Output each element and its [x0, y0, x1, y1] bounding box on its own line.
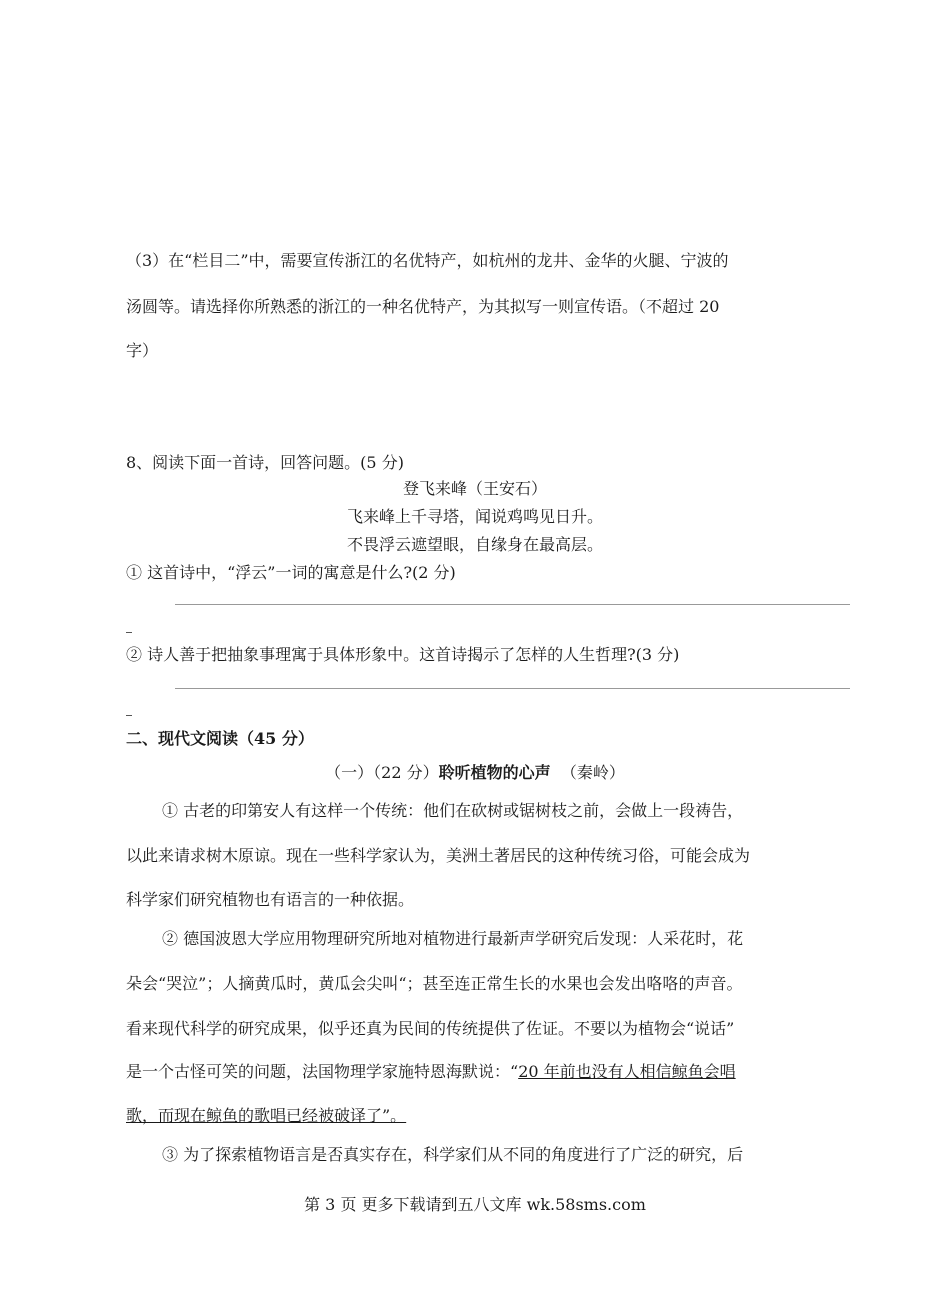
- page-footer: 第 3 页 更多下载请到五八文库 wk.58sms.com: [304, 1195, 646, 1214]
- article-prefix: （一）（22 分）: [325, 763, 439, 782]
- answer-line-1[interactable]: [175, 604, 850, 605]
- section-heading: 二、现代文阅读（45 分）: [126, 729, 314, 748]
- answer-line-2-end: [126, 715, 132, 716]
- q8-sub-question-1: ① 这首诗中，“浮云”一词的寓意是什么?(2 分): [126, 563, 456, 582]
- paragraph-1-line-2: 以此来请求树木原谅。现在一些科学家认为，美洲土著居民的这种传统习俗，可能会成为: [126, 846, 751, 865]
- article-author: （秦岭）: [560, 763, 625, 782]
- answer-line-1-end: [126, 632, 132, 633]
- paragraph-2-line-2: 朵会“哭泣”；人摘黄瓜时，黄瓜会尖叫“；甚至连正常生长的水果也会发出咯咯的声音。: [126, 974, 743, 993]
- paragraph-2-line-5: [126, 1103, 856, 1126]
- article-title: 聆听植物的心声: [438, 763, 551, 782]
- quote-underlined-part-1: 20 年前也没有人相信鲸鱼会唱: [518, 1062, 736, 1081]
- quote-underlined-part-2: 歌，而现在鲸鱼的歌唱已经被破译了”。: [126, 1106, 407, 1125]
- article-title-line: [0, 760, 950, 783]
- q7-part3-line2: 汤圆等。请选择你所熟悉的浙江的一种名优特产，为其拟写一则宣传语。（不超过 20: [126, 297, 720, 316]
- poem-line-2: 不畏浮云遮望眼，自缘身在最高层。: [346, 535, 603, 554]
- paragraph-1-line-3: 科学家们研究植物也有语言的一种依据。: [126, 890, 415, 909]
- paragraph-1-line-1: ① 古老的印第安人有这样一个传统：他们在砍树或锯树枝之前，会做上一段祷告，: [162, 801, 744, 820]
- answer-line-2[interactable]: [175, 688, 850, 689]
- paragraph-2-line-3: 看来现代科学的研究成果，似乎还真为民间的传统提供了佐证。不要以为植物会“说话”: [126, 1019, 735, 1038]
- q7-part3-line1: （3）在“栏目二”中，需要宣传浙江的名优特产，如杭州的龙井、金华的火腿、宁波的: [126, 251, 729, 270]
- poem-line-1: 飞来峰上千寻塔，闻说鸡鸣见日升。: [346, 507, 603, 526]
- q8-sub-question-2: ② 诗人善于把抽象事理寓于具体形象中。这首诗揭示了怎样的人生哲理?(3 分): [126, 645, 680, 664]
- poem-title: 登飞来峰（王安石）: [402, 479, 547, 498]
- paragraph-2-line-4: [126, 1059, 856, 1082]
- paragraph-3-line-1: ③ 为了探索植物语言是否真实存在，科学家们从不同的角度进行了广泛的研究，后: [162, 1145, 744, 1164]
- q7-part3-line3: 字）: [126, 341, 159, 360]
- q8-prompt: 8、阅读下面一首诗，回答问题。(5 分): [126, 453, 404, 472]
- paragraph-2-line-1: ② 德国波恩大学应用物理研究所地对植物进行最新声学研究后发现：人采花时，花: [162, 929, 744, 948]
- paragraph-2-line-4-plain: 是一个古怪可笑的问题，法国物理学家施特恩海默说：“: [126, 1062, 519, 1081]
